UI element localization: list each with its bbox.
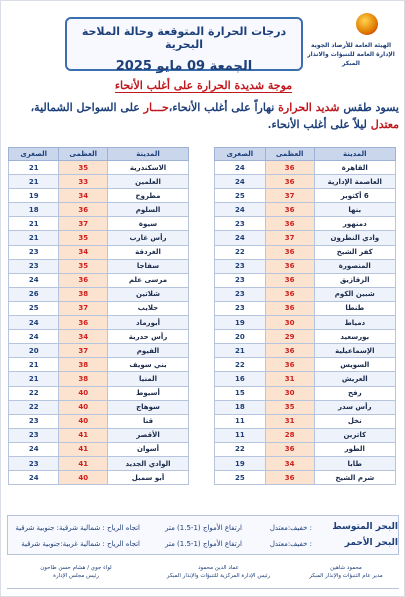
max-temp-cell: 36: [265, 217, 314, 231]
min-temp-cell: 23: [9, 414, 59, 428]
min-temp-cell: 24: [9, 442, 59, 456]
table-row: [9, 217, 189, 231]
min-temp-cell: 24: [9, 330, 59, 344]
min-temp-cell: 24: [215, 161, 266, 175]
min-temp-cell: 24: [215, 175, 266, 189]
min-temp-cell: 22: [215, 442, 266, 456]
wave-height: ارتفاع الأمواج (1-1.5) متر: [165, 540, 242, 548]
city-cell: رأس سدر: [314, 400, 395, 414]
city-cell: الزقازيق: [314, 273, 395, 287]
left-temperature-table: [8, 147, 189, 485]
city-cell: القاهرة: [314, 161, 395, 175]
signature-title: رئيس الإدارة المركزية للتنبؤات والإنذار المبكر: [166, 573, 271, 579]
max-temp-cell: 31: [265, 372, 314, 386]
min-temp-cell: 22: [215, 245, 266, 259]
table-row: [215, 442, 396, 456]
min-temp-cell: 21: [9, 161, 59, 175]
signature-title: مدير عام التنبؤات والإنذار المبكر: [309, 573, 383, 579]
header-min: الصغرى: [215, 148, 266, 161]
desc-part-2: شديد الحرارة: [278, 101, 340, 114]
city-cell: الوادي الجديد: [108, 456, 189, 470]
max-temp-cell: 35: [59, 259, 108, 273]
min-temp-cell: 21: [9, 372, 59, 386]
signature-title: رئيس مجلس الإدارة: [53, 573, 99, 579]
table-row: [9, 231, 189, 245]
min-temp-cell: 21: [215, 344, 266, 358]
max-temp-cell: 37: [265, 231, 314, 245]
max-temp-cell: 36: [265, 471, 314, 485]
table-row: [215, 231, 396, 245]
max-temp-cell: 31: [265, 414, 314, 428]
city-cell: العلمين: [108, 175, 189, 189]
min-temp-cell: 22: [9, 400, 59, 414]
max-temp-cell: 36: [265, 442, 314, 456]
table-row: [9, 203, 189, 217]
max-temp-cell: 28: [265, 428, 314, 442]
max-temp-cell: 41: [59, 456, 108, 470]
right-temperature-table: [214, 147, 396, 485]
min-temp-cell: 21: [9, 217, 59, 231]
city-cell: شبين الكوم: [314, 287, 395, 301]
city-cell: العريش: [314, 372, 395, 386]
max-temp-cell: 36: [59, 203, 108, 217]
min-temp-cell: 23: [215, 287, 266, 301]
city-cell: أسيوط: [108, 386, 189, 400]
min-temp-cell: 19: [215, 456, 266, 470]
city-cell: كفر الشيخ: [314, 245, 395, 259]
table-row: [9, 287, 189, 301]
min-temp-cell: 11: [215, 428, 266, 442]
min-temp-cell: 19: [215, 316, 266, 330]
table-row: [215, 358, 396, 372]
city-cell: سفاجا: [108, 259, 189, 273]
table-row: [9, 344, 189, 358]
max-temp-cell: 36: [265, 161, 314, 175]
city-cell: المنصورة: [314, 259, 395, 273]
max-temp-cell: 36: [265, 245, 314, 259]
table-row: [9, 273, 189, 287]
min-temp-cell: 22: [9, 386, 59, 400]
max-temp-cell: 36: [265, 287, 314, 301]
city-cell: الفيوم: [108, 344, 189, 358]
table-row: [9, 400, 189, 414]
city-cell: رأس غارب: [108, 231, 189, 245]
city-cell: حلايب: [108, 301, 189, 315]
table-row: [215, 203, 396, 217]
table-row: [215, 414, 396, 428]
city-cell: طابا: [314, 456, 395, 470]
city-cell: المنيا: [108, 372, 189, 386]
city-cell: بورسعيد: [314, 330, 395, 344]
city-cell: رأس حدربة: [108, 330, 189, 344]
table-row: [215, 456, 396, 470]
signature-central-admin: [151, 564, 286, 580]
header-min: الصغرى: [9, 148, 59, 161]
city-cell: الغردقة: [108, 245, 189, 259]
signature-chairman: [11, 564, 141, 580]
max-temp-cell: 30: [265, 386, 314, 400]
max-temp-cell: 36: [265, 175, 314, 189]
desc-part-6: معتدل: [370, 118, 399, 131]
min-temp-cell: 21: [9, 175, 59, 189]
min-temp-cell: 19: [9, 189, 59, 203]
signature-name: عماد الدين محمود: [198, 565, 239, 571]
wind-direction: اتجاه الرياح : شمالية غربية:جنوبية شرقية: [21, 540, 140, 548]
sea-state: : خفيف:معتدل: [269, 540, 312, 548]
city-cell: قنا: [108, 414, 189, 428]
max-temp-cell: 37: [59, 301, 108, 315]
max-temp-cell: 38: [59, 358, 108, 372]
min-temp-cell: 22: [215, 358, 266, 372]
min-temp-cell: 24: [215, 203, 266, 217]
signature-name: لواء جوي / هشام حسن طاحون: [40, 565, 112, 571]
max-temp-cell: 37: [59, 217, 108, 231]
city-cell: الأقصر: [108, 428, 189, 442]
sea-name: البحر المتوسط: [332, 522, 398, 532]
table-row: [215, 471, 396, 485]
max-temp-cell: 36: [265, 273, 314, 287]
city-cell: العاصمة الإدارية: [314, 175, 395, 189]
org-line-1: الهيئة العامة للأرصاد الجوية: [310, 42, 392, 49]
headline: [1, 79, 405, 92]
min-temp-cell: 24: [215, 231, 266, 245]
meteorological-authority-logo-icon: [356, 13, 378, 35]
min-temp-cell: 18: [215, 400, 266, 414]
max-temp-cell: 38: [59, 287, 108, 301]
max-temp-cell: 35: [59, 161, 108, 175]
city-cell: السلوم: [108, 203, 189, 217]
sea-name: البحر الأحمر: [344, 538, 398, 548]
table-row: [215, 273, 396, 287]
desc-part-1: يسود طقس: [339, 101, 399, 114]
max-temp-cell: 35: [265, 400, 314, 414]
table-row: [9, 245, 189, 259]
max-temp-cell: 34: [59, 330, 108, 344]
wind-direction: اتجاه الرياح : شمالية شرقية: جنوبية شرقية: [15, 524, 140, 532]
sea-row-red-sea: [8, 537, 398, 553]
city-cell: كاترين: [314, 428, 395, 442]
table-row: [9, 316, 189, 330]
city-cell: نخل: [314, 414, 395, 428]
city-cell: السويس: [314, 358, 395, 372]
table-row: [9, 189, 189, 203]
city-cell: مرسى علم: [108, 273, 189, 287]
min-temp-cell: 24: [9, 273, 59, 287]
min-temp-cell: 18: [9, 203, 59, 217]
max-temp-cell: 35: [59, 231, 108, 245]
table-row: [215, 386, 396, 400]
organization-name: [301, 41, 401, 68]
max-temp-cell: 40: [59, 386, 108, 400]
signature-forecast-director: [291, 564, 401, 580]
min-temp-cell: 23: [9, 245, 59, 259]
min-temp-cell: 23: [215, 301, 266, 315]
table-row: [215, 428, 396, 442]
header-max: العظمى: [59, 148, 108, 161]
min-temp-cell: 23: [215, 259, 266, 273]
desc-part-7: ليلاً على أغلب الأنحاء.: [267, 118, 371, 131]
city-cell: مطروح: [108, 189, 189, 203]
table-row: [215, 245, 396, 259]
min-temp-cell: 16: [215, 372, 266, 386]
max-temp-cell: 34: [265, 456, 314, 470]
min-temp-cell: 24: [9, 316, 59, 330]
org-line-2: الإدارة العامة للتنبؤات والانذار المبكر: [307, 51, 395, 67]
desc-part-4: حـــار: [143, 101, 169, 114]
max-temp-cell: 36: [59, 273, 108, 287]
table-row: [9, 386, 189, 400]
table-header-row: [215, 148, 396, 161]
table-row: [215, 400, 396, 414]
max-temp-cell: 29: [265, 330, 314, 344]
table-row: [215, 372, 396, 386]
max-temp-cell: 36: [265, 344, 314, 358]
table-row: [215, 175, 396, 189]
max-temp-cell: 36: [265, 203, 314, 217]
city-cell: شلاتين: [108, 287, 189, 301]
bulletin-date: الجمعة 09 مايو 2025: [115, 59, 253, 74]
city-cell: أسوان: [108, 442, 189, 456]
city-cell: بنها: [314, 203, 395, 217]
city-cell: شرم الشيخ: [314, 471, 395, 485]
table-row: [9, 175, 189, 189]
max-temp-cell: 37: [265, 189, 314, 203]
table-row: [9, 372, 189, 386]
max-temp-cell: 34: [59, 189, 108, 203]
city-cell: الاسكندرية: [108, 161, 189, 175]
header-max: العظمى: [265, 148, 314, 161]
table-row: [9, 414, 189, 428]
city-cell: دمياط: [314, 316, 395, 330]
table-row: [215, 189, 396, 203]
city-cell: 6 أكتوبر: [314, 189, 395, 203]
table-row: [9, 428, 189, 442]
title-box: [65, 17, 303, 74]
max-temp-cell: 38: [59, 372, 108, 386]
city-cell: سيوة: [108, 217, 189, 231]
city-cell: أبو سمبل: [108, 471, 189, 485]
desc-part-5: على السواحل الشمالية،: [30, 101, 144, 114]
sea-state: : خفيف:معتدل: [269, 524, 312, 532]
table-row: [215, 344, 396, 358]
min-temp-cell: 15: [215, 386, 266, 400]
table-header-row: [9, 148, 189, 161]
table-row: [215, 287, 396, 301]
table-row: [215, 316, 396, 330]
min-temp-cell: 25: [215, 189, 266, 203]
min-temp-cell: 20: [215, 330, 266, 344]
table-row: [215, 161, 396, 175]
max-temp-cell: 36: [265, 259, 314, 273]
max-temp-cell: 36: [265, 358, 314, 372]
max-temp-cell: 30: [265, 316, 314, 330]
max-temp-cell: 41: [59, 428, 108, 442]
max-temp-cell: 40: [59, 400, 108, 414]
desc-part-3: نهاراً على أغلب الأنحاء،: [168, 101, 279, 114]
table-row: [215, 217, 396, 231]
table-row: [9, 471, 189, 485]
bulletin-title: درجات الحرارة المتوقعة وحالة الملاحة البحرية: [81, 25, 287, 51]
weather-description: [9, 99, 399, 133]
max-temp-cell: 36: [59, 316, 108, 330]
city-cell: أبورماد: [108, 316, 189, 330]
min-temp-cell: 23: [215, 217, 266, 231]
signature-name: محمود شاهين: [330, 565, 362, 571]
min-temp-cell: 25: [9, 301, 59, 315]
min-temp-cell: 24: [9, 471, 59, 485]
headline-text: موجة شديدة الحرارة على أغلب الأنحاء: [114, 79, 293, 92]
min-temp-cell: 20: [9, 344, 59, 358]
footer-divider: [7, 588, 399, 589]
min-temp-cell: 23: [9, 456, 59, 470]
table-row: [9, 259, 189, 273]
table-row: [215, 259, 396, 273]
table-row: [9, 161, 189, 175]
max-temp-cell: 40: [59, 471, 108, 485]
min-temp-cell: 23: [215, 273, 266, 287]
min-temp-cell: 23: [9, 259, 59, 273]
header-city: المدينة: [108, 148, 189, 161]
table-row: [9, 358, 189, 372]
table-row: [9, 456, 189, 470]
max-temp-cell: 40: [59, 414, 108, 428]
city-cell: بني سويف: [108, 358, 189, 372]
max-temp-cell: 36: [265, 301, 314, 315]
max-temp-cell: 41: [59, 442, 108, 456]
table-row: [9, 442, 189, 456]
table-row: [215, 301, 396, 315]
city-cell: رفح: [314, 386, 395, 400]
sea-row-mediterranean: [8, 521, 398, 537]
min-temp-cell: 21: [9, 231, 59, 245]
wave-height: ارتفاع الأمواج (1-1.5) متر: [165, 524, 242, 532]
city-cell: الإسماعيلية: [314, 344, 395, 358]
table-row: [215, 330, 396, 344]
header-city: المدينة: [314, 148, 395, 161]
city-cell: الطور: [314, 442, 395, 456]
min-temp-cell: 21: [9, 358, 59, 372]
max-temp-cell: 34: [59, 245, 108, 259]
city-cell: وادي النطرون: [314, 231, 395, 245]
min-temp-cell: 11: [215, 414, 266, 428]
table-row: [9, 301, 189, 315]
min-temp-cell: 23: [9, 428, 59, 442]
city-cell: سوهاج: [108, 400, 189, 414]
min-temp-cell: 26: [9, 287, 59, 301]
table-row: [9, 330, 189, 344]
city-cell: طنطا: [314, 301, 395, 315]
city-cell: دمنهور: [314, 217, 395, 231]
min-temp-cell: 25: [215, 471, 266, 485]
max-temp-cell: 37: [59, 344, 108, 358]
max-temp-cell: 33: [59, 175, 108, 189]
